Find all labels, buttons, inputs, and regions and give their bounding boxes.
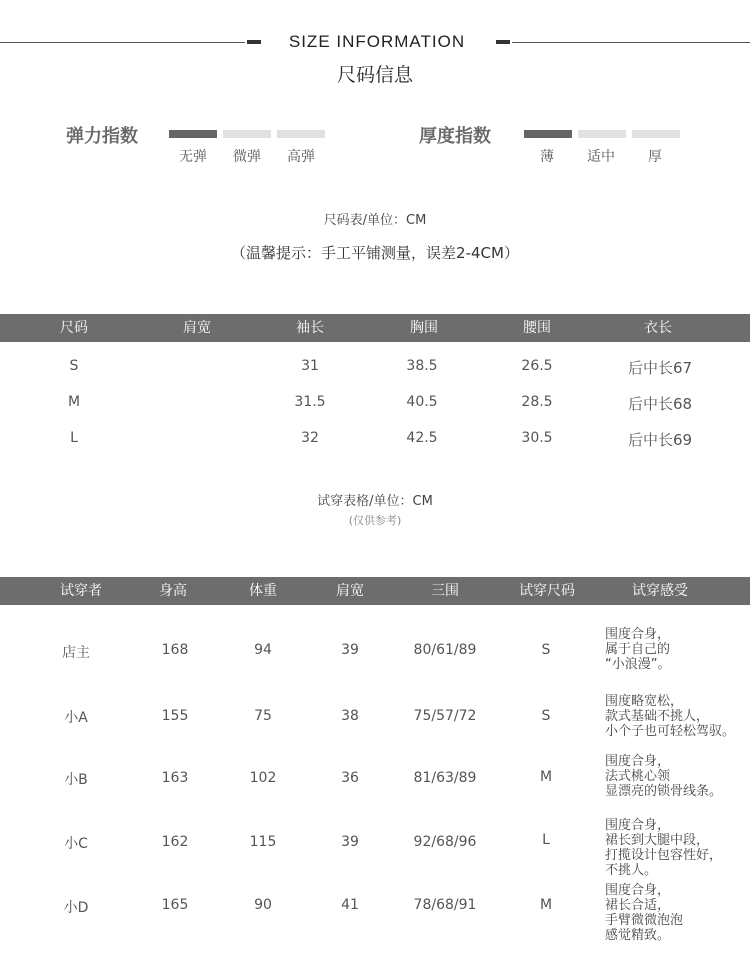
length-cell: 后中长67: [627, 359, 693, 377]
size-cell: S: [69, 358, 79, 374]
weight-cell: 115: [249, 834, 277, 850]
chest-cell: 40.5: [406, 394, 438, 410]
size-table-header: [0, 314, 750, 342]
header-rule-left: [0, 42, 245, 43]
try-header-shoulder: 肩宽: [336, 583, 364, 599]
header-dash-left: [247, 40, 261, 44]
size-header-waist: 腰围: [523, 320, 551, 336]
thickness-bar-3: [632, 130, 680, 138]
size-cell: S: [541, 708, 551, 724]
feedback-cell: 围度合身， 裙长到大腿中段， 打揽设计包容性好， 不挑人。: [605, 818, 723, 878]
size-table-note: （温馨提示：手工平铺测量，误差2-4CM）: [231, 244, 519, 262]
title-en: SIZE INFORMATION: [288, 32, 466, 51]
thickness-bar-2: [578, 130, 626, 138]
thickness-bar-1: [524, 130, 572, 138]
shoulder-cell: 41: [341, 897, 359, 913]
length-cell: 后中长69: [627, 431, 693, 449]
elasticity-bar-2: [223, 130, 271, 138]
waist-cell: 30.5: [521, 430, 553, 446]
feedback-cell: 围度合身， 裙长合适， 手臂微微泡泡 感觉精致。: [605, 883, 684, 943]
thickness-option-thick: 厚: [648, 149, 662, 165]
length-cell: 后中长68: [627, 395, 693, 413]
tester-cell: 小A: [64, 710, 88, 726]
chest-cell: 42.5: [406, 430, 438, 446]
try-header-weight: 体重: [249, 583, 277, 599]
thickness-option-medium: 适中: [587, 149, 615, 165]
elasticity-bar-3: [277, 130, 325, 138]
chest-cell: 38.5: [406, 358, 438, 374]
elasticity-option-slight: 微弹: [233, 149, 261, 165]
try-header-height: 身高: [159, 583, 187, 599]
header-rule-right: [512, 42, 750, 43]
try-header-tester: 试穿者: [60, 583, 102, 599]
tester-cell: 小B: [64, 772, 88, 788]
elasticity-label: 弹力指数: [66, 126, 138, 147]
sleeve-cell: 31.5: [294, 394, 326, 410]
elasticity-bar-1: [169, 130, 217, 138]
tester-cell: 店主: [62, 645, 90, 661]
waist-cell: 26.5: [521, 358, 553, 374]
measurements-cell: 80/61/89: [413, 642, 477, 658]
shoulder-cell: 36: [341, 770, 359, 786]
height-cell: 162: [161, 834, 189, 850]
waist-cell: 28.5: [521, 394, 553, 410]
size-cell: M: [67, 394, 81, 410]
feedback-cell: 围度略宽松， 款式基础不挑人， 小个子也可轻松驾驭。: [605, 694, 736, 739]
height-cell: 168: [161, 642, 189, 658]
tester-cell: 小C: [64, 836, 88, 852]
size-cell: S: [541, 642, 551, 658]
try-table-sub: (仅供参考): [348, 514, 402, 527]
measurements-cell: 92/68/96: [413, 834, 477, 850]
weight-cell: 102: [249, 770, 277, 786]
size-cell: L: [542, 832, 550, 848]
weight-cell: 90: [254, 897, 272, 913]
size-cell: M: [539, 897, 553, 913]
shoulder-cell: 39: [341, 834, 359, 850]
measurements-cell: 78/68/91: [413, 897, 477, 913]
measurements-cell: 75/57/72: [413, 708, 477, 724]
height-cell: 165: [161, 897, 189, 913]
measurements-cell: 81/63/89: [413, 770, 477, 786]
try-header-size: 试穿尺码: [519, 583, 575, 599]
size-cell: L: [70, 430, 78, 446]
title-cn: 尺码信息: [336, 64, 413, 86]
size-header-length: 衣长: [644, 320, 672, 336]
try-table-header: [0, 577, 750, 605]
size-table-caption: 尺码表/单位：CM: [323, 213, 427, 228]
elasticity-option-high: 高弹: [287, 149, 315, 165]
sleeve-cell: 32: [301, 430, 319, 446]
try-header-measurements: 三围: [431, 583, 459, 599]
try-header-feedback: 试穿感受: [632, 583, 688, 599]
feedback-cell: 围度合身， 法式桃心领 显漂亮的锁骨线条。: [605, 754, 723, 799]
shoulder-cell: 38: [341, 708, 359, 724]
try-table-caption: 试穿表格/单位：CM: [317, 494, 433, 509]
shoulder-cell: 39: [341, 642, 359, 658]
thickness-option-thin: 薄: [540, 149, 554, 165]
height-cell: 155: [161, 708, 189, 724]
elasticity-option-none: 无弹: [179, 149, 207, 165]
weight-cell: 75: [254, 708, 272, 724]
size-header-sleeve: 袖长: [296, 320, 324, 336]
height-cell: 163: [161, 770, 189, 786]
thickness-label: 厚度指数: [419, 126, 491, 147]
weight-cell: 94: [254, 642, 272, 658]
sleeve-cell: 31: [301, 358, 319, 374]
size-header-size: 尺码: [60, 320, 88, 336]
feedback-cell: 围度合身， 属于自己的 “小浪漫”。: [605, 627, 671, 672]
header-dash-right: [496, 40, 510, 44]
size-cell: M: [539, 769, 553, 785]
size-header-shoulder: 肩宽: [183, 320, 211, 336]
tester-cell: 小D: [63, 900, 89, 916]
size-header-chest: 胸围: [410, 320, 438, 336]
